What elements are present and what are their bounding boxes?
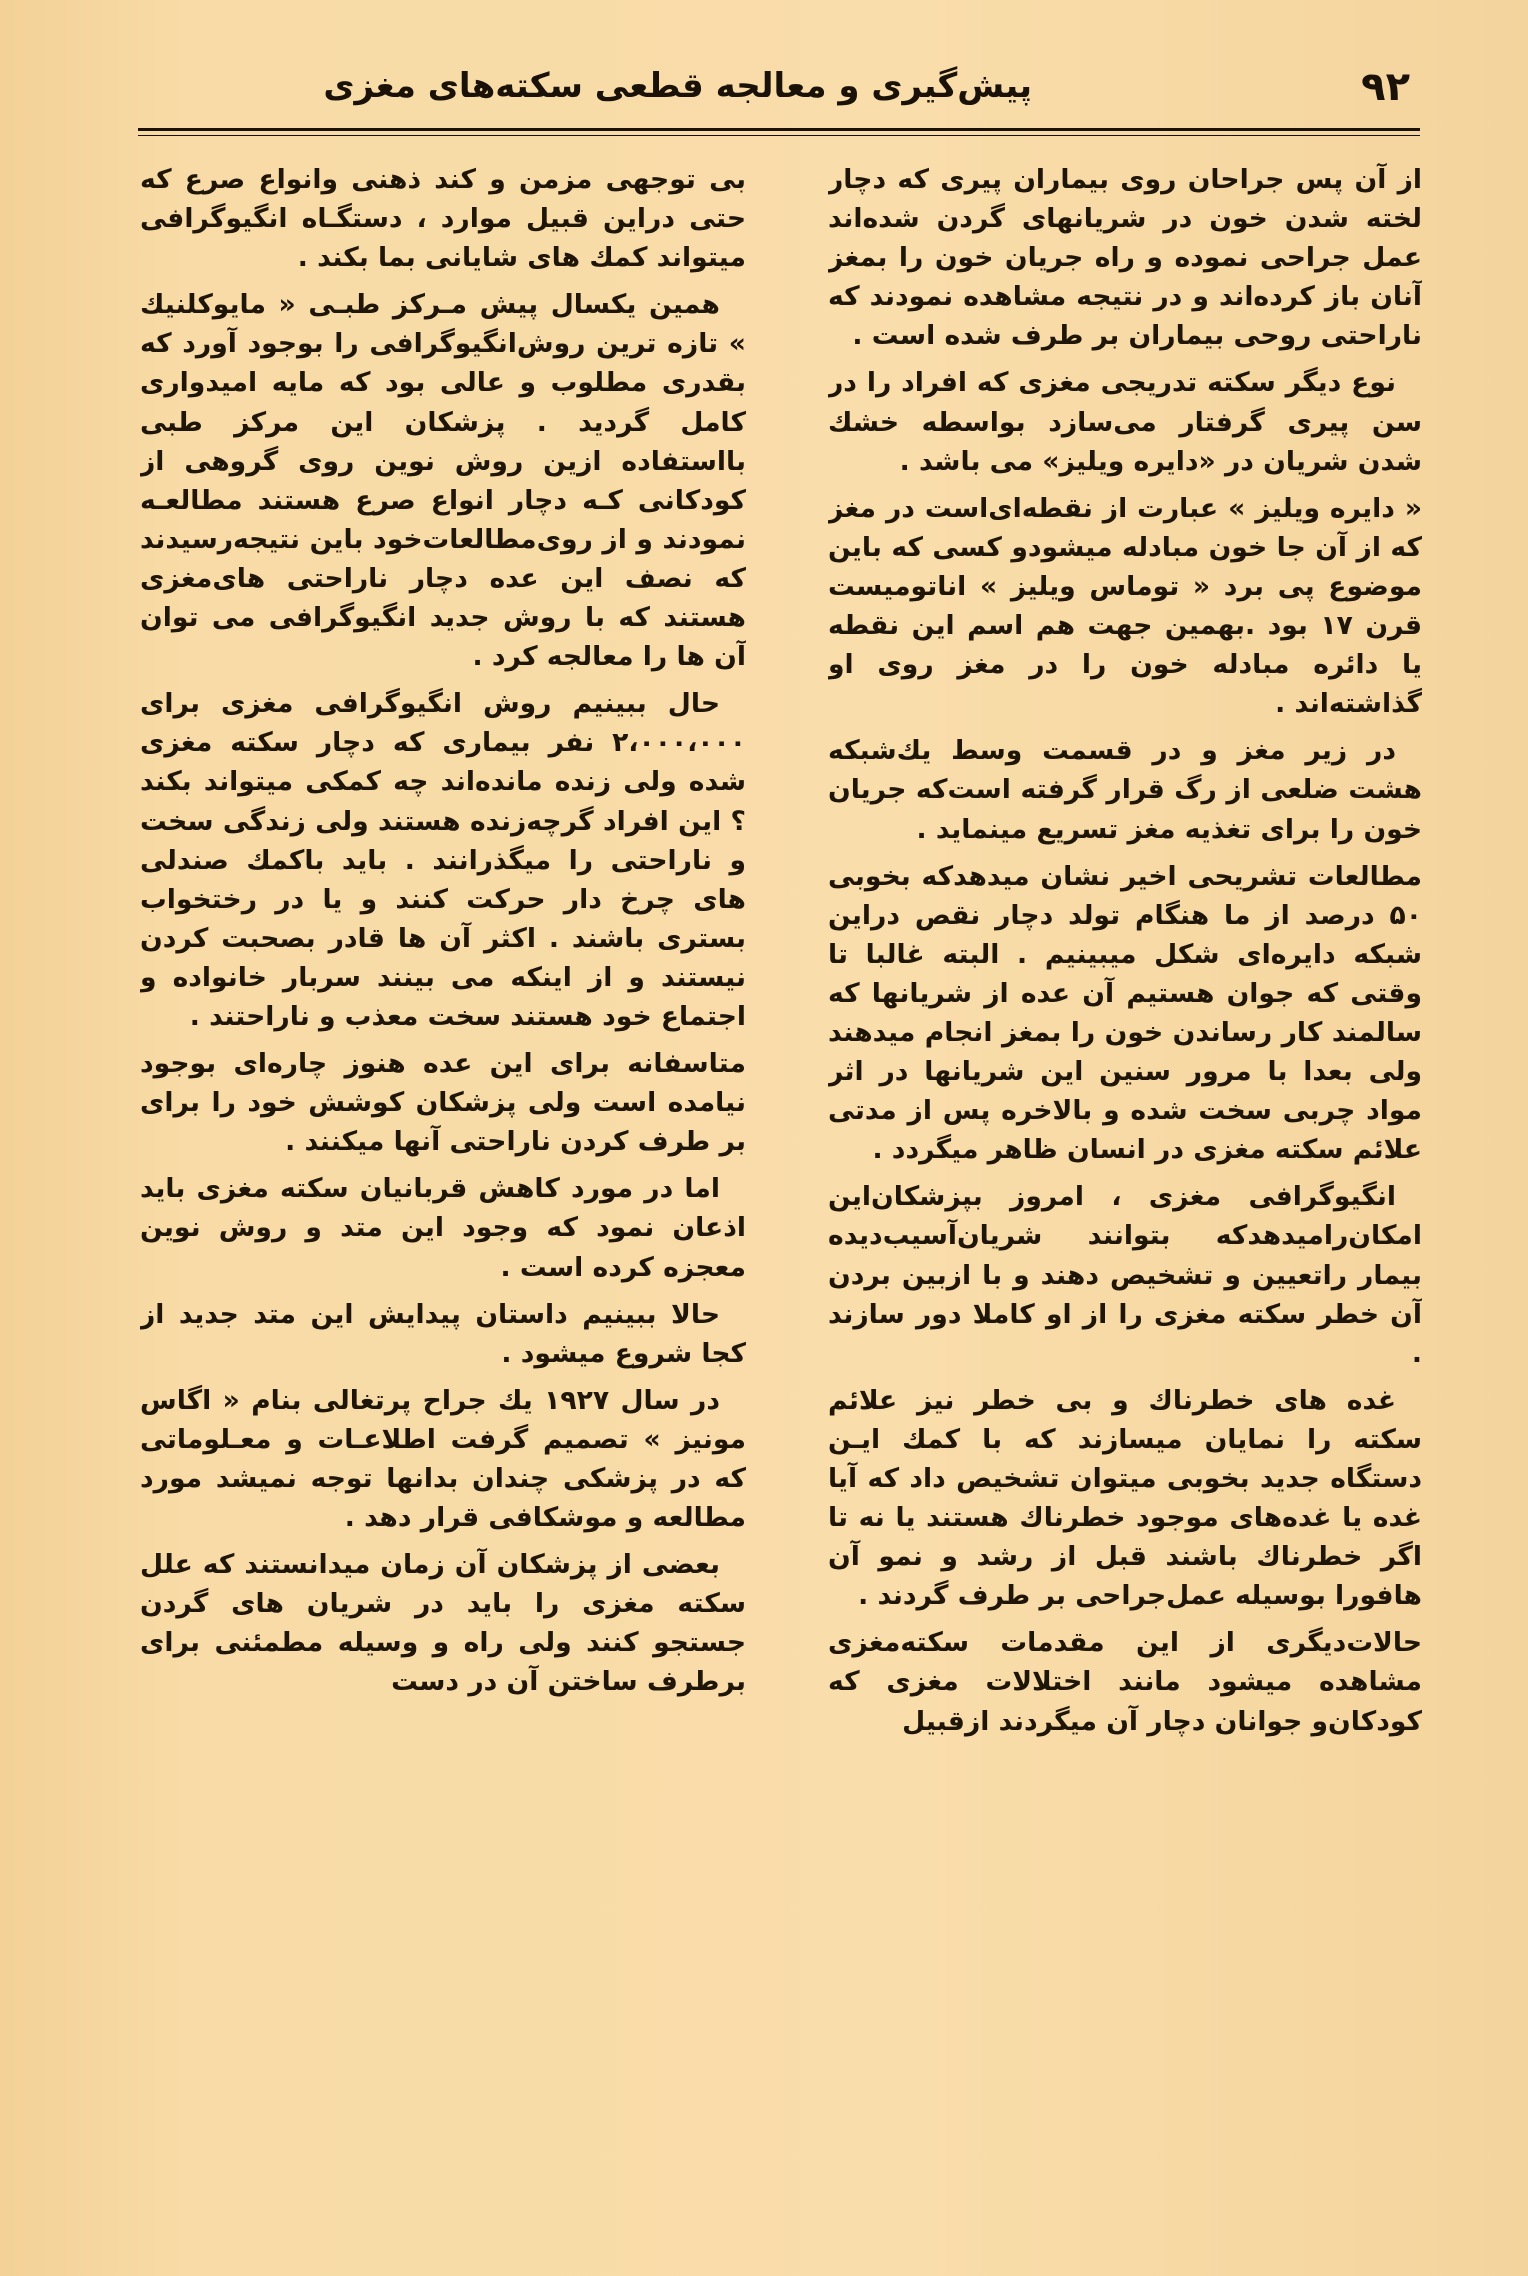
page-header <box>132 48 1422 128</box>
paragraph: اما در مورد کاهش قربانیان سکته مغزی باید اذعان نمود که وجود این متد و روش نوین معجزه کرده است . <box>140 1173 746 1283</box>
paragraph: غده های خطرناك و بی خطر نیز علائم سکته را نمایان میسازند که با کمك ایـن دستگاه جدید بخوبی میتوان تشخیص داد که آیا غده یا غده‌های موجود خطرناك هستند یا نه تا اگر خطرناك باشند قبل از رشد و نمو آن هافورا بوسیله عمل‌جراحی بر طرف گردند . <box>828 1384 1422 1612</box>
paragraph: در زیر مغز و در قسمت وسط یك‌شبکه هشت ضلعی از رگ قرار گرفته است‌که جریان خون را برای تغذیه مغز تسریع مینماید . <box>828 735 1422 845</box>
header-rule <box>138 128 1420 131</box>
paragraph: حال ببینیم روش انگیوگرافی مغزی برای ۲،۰۰۰،۰۰۰ نفر بیماری که دچار سکته مغزی شده ولی زنده مانده‌اند چه کمکی میتواند بکند ؟ این افراد گرچه‌زنده هستند ولی زندگی سخت و ناراحتی را میگذرانند . باید باکمك صندلی های چرخ دار حرکت کنند و یا در رختخواب بستری باشند . اکثر آن ها قادر بصحبت کردن نیستند و از اینکه می بینند سربار خانواده و اجتماع خود هستند سخت معذب و ناراحتند . <box>140 688 746 1032</box>
paragraph: انگیوگرافی مغزی ، امروز بپزشکان‌این امکان‌رامیدهدکه بتوانند شریان‌آسیب‌دیده بیمار راتعیین و تشخیص دهند و با ازبین بردن آن خطر سکته مغزی را از او کاملا دور سازند . <box>828 1181 1422 1369</box>
paragraph: از آن پس جراحان روی بیماران پیری که دچار لخته شدن خون در شریانهای گردن شده‌اند عمل جراحی نموده و راه جریان خون را بمغز آنان باز کرده‌اند و در نتیجه مشاهده نمودند که ناراحتی روحی بیماران بر طرف شده است . <box>828 164 1422 352</box>
text-column-left <box>140 160 746 2240</box>
paragraph: حالا ببینیم داستان پیدایش این متد جدید از کجا شروع میشود . <box>140 1298 746 1369</box>
paragraph: بعضی از پزشکان آن زمان میدانستند که علل سکته مغزی را باید در شریان های گردن جستجو کنند ولی راه و وسیله مطمئنی برای برطرف ساختن آن در دست <box>140 1549 746 1698</box>
header-rule-thin <box>138 135 1420 136</box>
paragraph: نوع دیگر سکته تدریجی مغزی که افراد را در سن پیری گرفتار می‌سازد بواسطه خشك شدن شریان در «دایره ویلیز» می باشد . <box>828 367 1422 477</box>
paragraph: « دایره ویلیز » عبارت از نقطه‌ای‌است در مغز که از آن جا خون مبادله میشودو کسی که باین موضوع پی برد « توماس ویلیز » اناتومیست قرن ۱۷ بود .بهمین جهت هم اسم این نقطه یا دائره مبادله خون را در مغز روی او گذاشته‌اند . <box>828 492 1422 720</box>
page-number: ۹۲ <box>1361 64 1410 110</box>
paragraph: همین یکسال پیش مـرکز طبـی « مایوکلنیك » تازه ترین روش‌انگیوگرافی را بوجود آورد که بقدری مطلوب و عالی بود که مایه امیدواری کامل گردید . پزشکان این مرکز طبی بااستفاده ازین روش نوین روی گروهی از کودکانی کـه دچار انواع صرع هستند مطالعـه نمودند و از روی‌مطالعات‌خود باین نتیجه‌رسیدند که نصف این عده دچار ناراحتی های‌مغزی هستند که با روش جدید انگیوگرافی می توان آن ها را معالجه کرد . <box>140 289 746 673</box>
running-title: پیش‌گیری و معالجه قطعی سکته‌های مغزی <box>323 66 1032 106</box>
text-column-right <box>828 160 1422 2240</box>
paragraph: در سال ۱۹۲۷ یك جراح پرتغالی بنام « اگاس مونیز » تصمیم گرفت اطلاعـات و معـلوماتی که در پزشکی چندان بدانها توجه نمیشد مورد مطالعه و موشکافی قرار دهد . <box>140 1384 746 1534</box>
paragraph: متاسفانه برای این عده هنوز چاره‌ای بوجود نیامده است ولی پزشکان کوشش خود را برای بر طرف کردن ناراحتی آنها میکنند . <box>140 1048 746 1158</box>
paragraph: حالات‌دیگری از این مقدمات سکته‌مغزی مشاهده میشود مانند اختلالات مغزی که کودکان‌و جوانان دچار آن میگردند ازقبیل <box>828 1627 1422 1737</box>
paragraph: بی توجهی مزمن و کند ذهنی وانواع صرع که حتی دراین قبیل موارد ، دستگـاه انگیوگرافی میتواند کمك های شایانی بما بکند . <box>140 164 746 274</box>
paragraph: مطالعات تشریحی اخیر نشان میدهدکه بخوبی ۵۰ درصد از ما هنگام تولد دچار نقص دراین شبکه دایره‌ای شکل میبینیم . البته غالبا تا وقتی که جوان هستیم آن عده از شریانها که سالمند کار رساندن خون را بمغز انجام میدهند ولی بعدا با مرور سنین این شریانها در اثر مواد چربی سخت شده و بالاخره پس از مدتی علائم سکته مغزی در انسان ظاهر میگردد . <box>828 860 1422 1166</box>
